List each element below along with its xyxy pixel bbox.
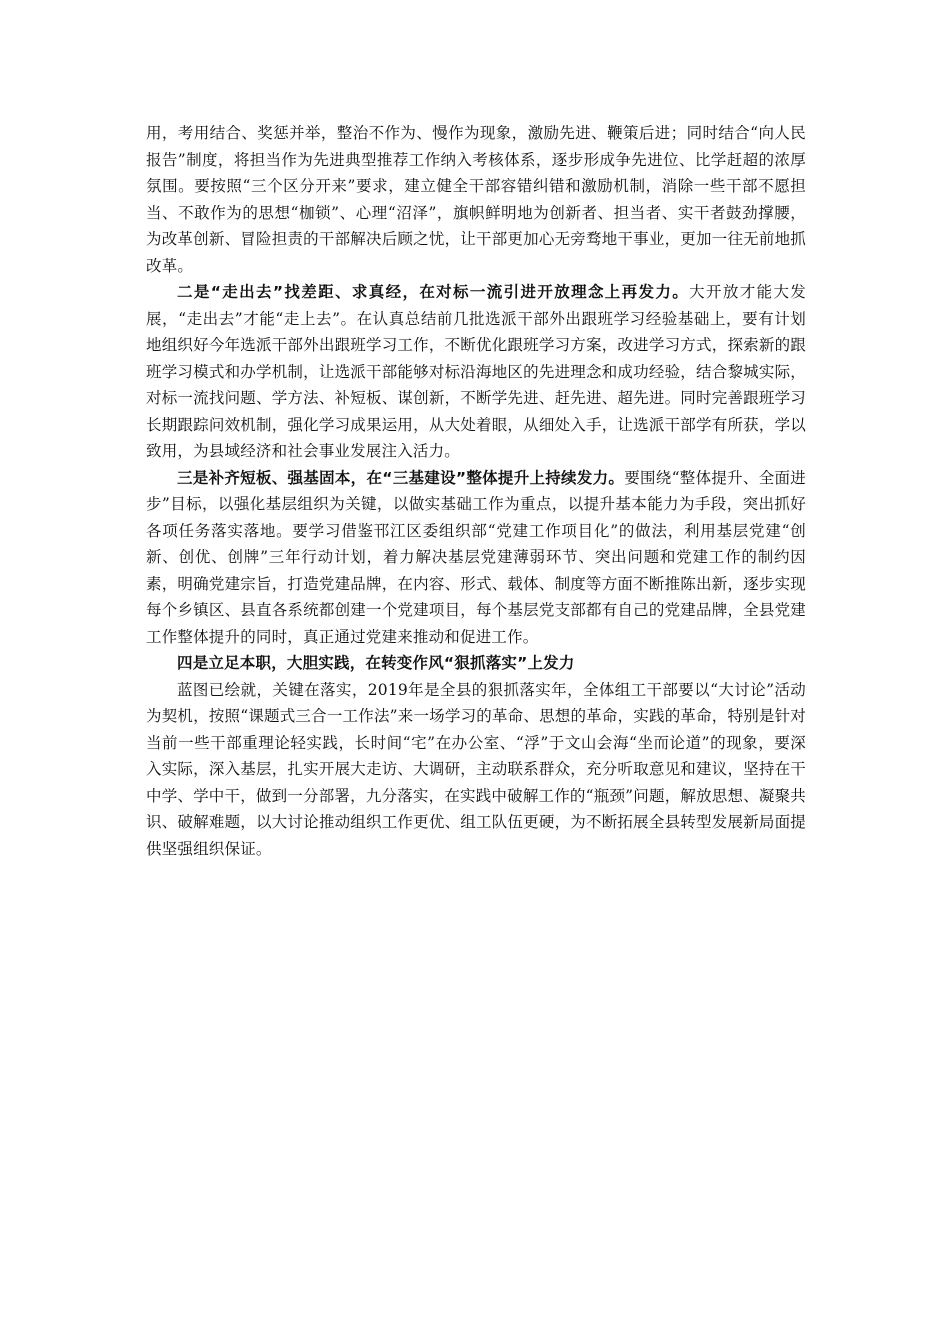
paragraph-text: 用，考用结合、奖惩并举，整治不作为、慢作为现象，激励先进、鞭策后进；同时结合“向人民报告”制度，将担当作为先进典型推荐工作纳入考核体系，逐步形成争先进位、比学赶超的浓厚氛围。要按照“三个区分开来”要求，建立健全干部容错纠错和激励机制，消除一些干部不愿担当、不敢作为的思想“枷锁”、心理“沼泽”，旗帜鲜明地为创新者、担当者、实干者鼓劲撑腰，为改革创新、冒险担责的干部解决后顾之忧，让干部更加心无旁骛地干事业，更加一往无前地抓改革。 — [146, 124, 806, 275]
paragraph-lead: 二是“走出去”找差距、求真经，在对标一流引进开放理念上再发力。 — [177, 283, 690, 301]
section-heading — [146, 650, 806, 677]
paragraph-continuation — [146, 120, 806, 279]
paragraph-text: 大开放才能大发展，“走出去”才能“走上去”。在认真总结前几批选派干部外出跟班学习经验基础上，要有计划地组织好今年选派干部外出跟班学习工作，不断优化跟班学习方案，改进学习方式，探索新的跟班学习模式和办学机制，让选派干部能够对标沿海地区的先进理念和成功经验，结合黎城实际，对标一流找问题、学方法、补短板、谋创新，不断学先进、赶先进、超先进。同时完善跟班学习长期跟踪问效机制，强化学习成果运用，从大处着眼，从细处入手，让选派干部学有所获，学以致用，为县域经济和社会事业发展注入活力。 — [146, 283, 807, 460]
paragraph-lead: 三是补齐短板、强基固本，在“三基建设”整体提升上持续发力。 — [177, 468, 625, 487]
paragraph-three-basics — [146, 465, 806, 651]
paragraph-text: 要围绕“整体提升、全面进步”目标，以强化基层组织为关键，以做实基础工作为重点，以提升基本能力为手段，突出抓好各项任务落实落地。要学习借鉴邗江区委组织部“党建工作项目化”的做法，利用基层党建“创新、创优、创牌”三年行动计划，着力解决基层党建薄弱环节、突出问题和党建工作的制约因素，明确党建宗旨，打造党建品牌，在内容、形式、载体、制度等方面不断推陈出新，逐步实现每个乡镇区、县直各系统都创建一个党建项目，每个基层党支部都有自己的党建品牌，全县党建工作整体提升的同时，真正通过党建来推动和促进工作。 — [146, 468, 806, 646]
document-page — [146, 120, 806, 862]
section-heading-text: 四是立足本职，大胆实践，在转变作风“狠抓落实”上发力 — [177, 654, 575, 672]
paragraph-go-out — [146, 279, 806, 465]
paragraph-text: 蓝图已绘就，关键在落实，2019年是全县的狠抓落实年，全体组工干部要以“大讨论”活动为契机，按照“课题式三合一工作法”来一场学习的革命、思想的革命，实践的革命，特别是针对当前一些干部重理论轻实践，长时间“宅”在办公室、“浮”于文山会海“坐而论道”的现象，要深入实际，深入基层，扎实开展大走访、大调研，主动联系群众，充分听取意见和建议，坚持在干中学、学中干，做到一分部署，九分落实，在实践中破解工作的“瓶颈”问题，解放思想、凝聚共识、破解难题，以大讨论推动组织工作更优、组工队伍更硬，为不断拓展全县转型发展新局面提供坚强组织保证。 — [146, 680, 806, 858]
paragraph-implementation — [146, 677, 806, 863]
